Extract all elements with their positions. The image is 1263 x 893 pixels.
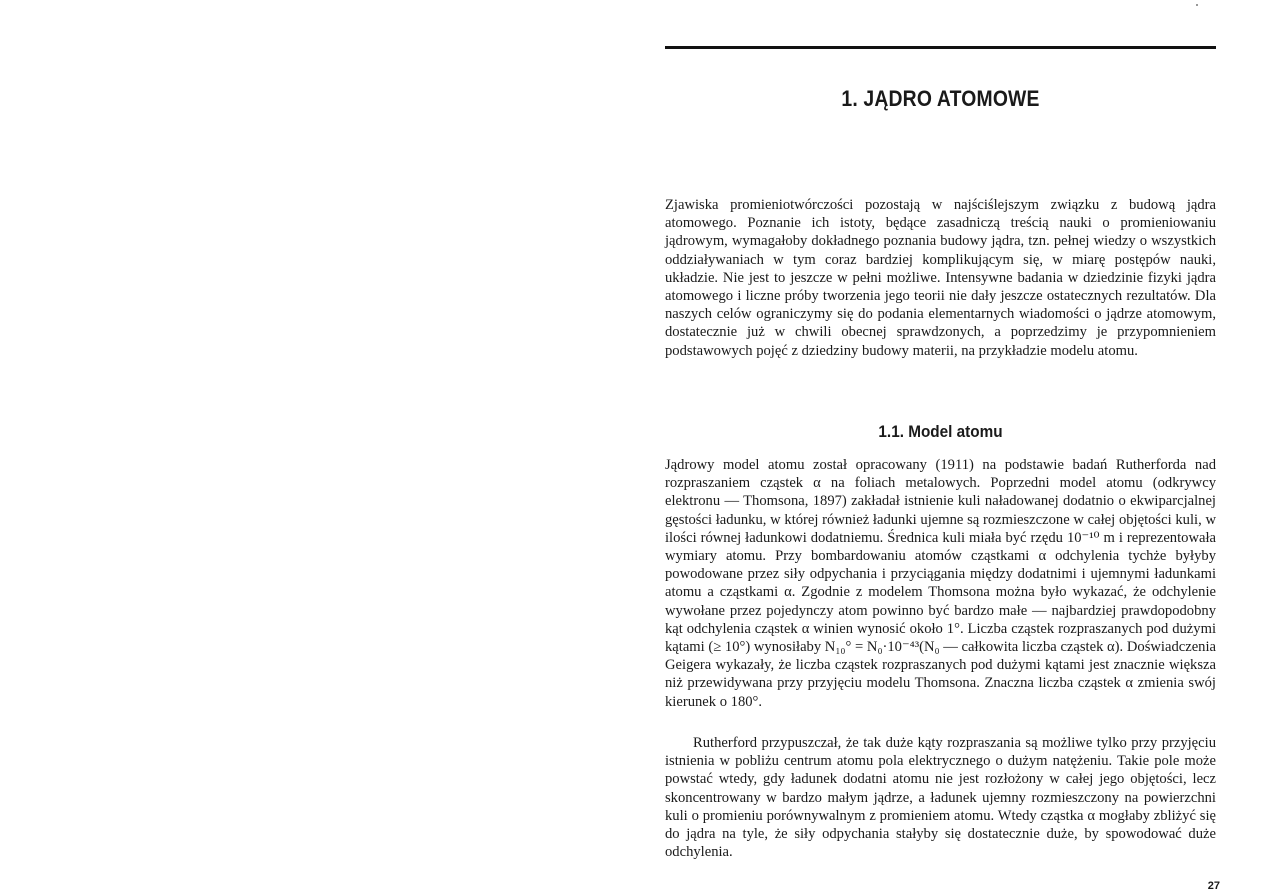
section-paragraph-2: Rutherford przypuszczał, że tak duże kąty rozpraszania są możliwe tylko przy przyjęciu istnienia w pobliżu centrum atomu pola elektrycznego o dużym natężeniu. Takie pole może powstać wtedy, gdy ładunek dodatni atomu nie jest rozłożony w całej jego objętości, lecz skoncentrowany w bardzo małym jądrze, a ładunek ujemny rozmieszczony na powierzchni kuli o promieniu porównywalnym z promieniem atomu. Wtedy cząstka α mogłaby zbliżyć się do jądra na tyle, że siły odpychania stałyby się dostatecznie duże, by spowodować duże odchylenia.	[665, 735, 1216, 861]
left-blank-page	[0, 0, 630, 893]
intro-paragraph: Zjawiska promieniotwórczości pozostają w najściślejszym związku z budową jądra atomowego. Poznanie ich istoty, będące zasadniczą treścią nauki o promieniowaniu jądrowym, wymagałoby dokładnego poznania budowy jądra, tzn. pełnej wiedzy o wszystkich oddziaływaniach w tym coraz bardziej komplikującym się, w miarę postępów nauki, układzie. Nie jest to jeszcze w pełni możliwe. Intensywne badania w dziedzinie fizyki jądra atomowego i liczne próby tworzenia jego teorii nie dały jeszcze ostatecznych rezultatów. Dla naszych celów ograniczymy się do podania elementarnych wiadomości o jądrze atomowym, dostatecznie już w chwili obecnej sprawdzonych, a poprzedzimy je przypomnieniem podstawowych pojęć z dziedziny budowy materii, na przykładzie modelu atomu.	[665, 197, 1216, 359]
section-title: 1.1. Model atomu	[878, 422, 1003, 441]
scan-speck	[1196, 4, 1198, 6]
chapter-title: 1. JĄDRO ATOMOWE	[841, 86, 1040, 111]
chapter-top-rule	[665, 46, 1216, 49]
section-paragraph-1: Jądrowy model atomu został opracowany (1911) na podstawie badań Rutherforda nad rozpraszaniem cząstek α na foliach metalowych. Poprzedni model atomu (odkrywcy elektronu — Thomsona, 1897) zakładał istnienie kuli naładowanej dodatnio o ekwiparcjalnej gęstości ładunku, w której również ładunki ujemne są rozmieszczone w całej objętości kuli, w ilości równej ładunkowi dodatniemu. Średnica kuli miała być rzędu 10⁻¹⁰ m i reprezentowała wymiary atomu. Przy bombardowaniu atomów cząstkami α odchylenia tychże byłyby powodowane przez siły odpychania i przyciągania między dodatnimi i ujemnymi ładunkami atomu a cząstkami α. Zgodnie z modelem Thomsona można było wykazać, że odchylenie wywołane przez pojedynczy atom powinno być bardzo małe — najbardziej prawdopodobny kąt odchylenia cząstek α winien wynosić około 1°. Liczba cząstek rozpraszanych pod dużymi kątami (≥ 10°) wynosiłaby N₁₀° = N₀·10⁻⁴³(N₀ — całkowita liczba cząstek α). Doświadczenia Geigera wykazały, że liczba cząstek rozpraszanych pod dużymi kątami jest znacznie większa niż przewidywana przy przyjęciu modelu Thomsona. Znaczna liczba cząstek α zmienia swój kierunek o 180°.	[665, 457, 1216, 710]
page-number: 27	[1207, 880, 1220, 892]
